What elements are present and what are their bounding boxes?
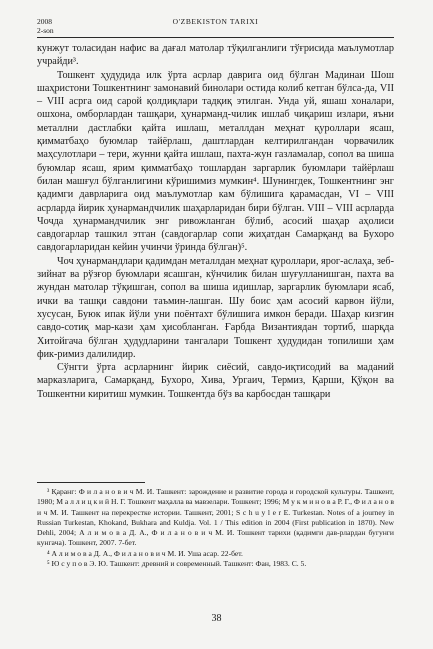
paragraph: Чоч ҳунармандлари қадимдан металлдан меҳнат қуроллари, ярог-аслаҳа, зеб-зийнат ва рўзғор буюмлари ясашган, кўнчилик билан шуғулланишган, пахта ва жундан матолар тўқишган, сопол ва шиша идишлар, заргарлик буюмлари ясаб, ички ва ташқи савдони таъмин-лашган. Шу боис ҳам асосий карвон йўли, хусусан, Буюк ипак йўли уни поёнтахт бўлишига имкон беради. Шаҳар кизгин савдо-сотиқ мар-кази ҳам ҳисобланган. Ғарбда Византиядан тортиб, шарқда Хитойгача бўлган ҳудудларини тангалари Тошкент ҳудудидан топилиши ҳам фик-римиз далилидир.: [37, 255, 394, 360]
header-journal-title: O'ZBEKISTON TARIXI: [172, 17, 259, 26]
footnote-rule: [37, 482, 145, 483]
header-issue: 2-son: [37, 26, 54, 35]
paragraph-continued: кунжут толасидан нафис ва дағал матолар тўқилганлиги тўғрисида маълумотлар учрайди³.: [37, 43, 394, 68]
paragraph: Тошкент ҳудудида илк ўрта асрлар даврига оид бўлган Мадинаи Шош шаҳристони Тошкентнинг замонавий бинолари остида колиб кетган бўлса-да, VII – VIII асрга оид сарой қолдиқлари тадқиқ этилган. Унда уй, яшаш хоналари, ошхона, омборлардан ташқари, ҳунарманд-чилик ишлаб чиқариш излари, яъни металлни дастлабки қайта ишлаш, металлдан меҳнат қуроллари ясаш, қимматбаҳо буюмлар тайёрлаш, даштлардан келтирилгандан чорвачилик маҳсулотлари – тери, жунни қайта ишлаш, пахта-жун газламалар, сопол ва шиша буюмлар ясаш, ярим қимматбаҳо тошлардан заргарлик буюмлари тайёрлаш билан машғул бўлганлигини кўришимиз мумкин⁴. Шунингдек, Тошкентнинг энг қадимги даврларига оид маълумотлар кам бўлишига қарамасдан, VI – VIII асрларда йирик ҳунармандчилик шаҳарларидан бири бўлган. VIII – VIII асрларда Чочда ҳунармандчилик энг ривожланган бўлиб, асосий шаҳар аҳолиси савдогарлар ташкил этган (савдогарлар сопи жиҳатдан Самарқанд ва Бухоро савдогарларидан кейин учинчи ўринда бўлган)⁵.: [37, 69, 394, 254]
footnote: ³ Қаранг: Ф и л а н о в и ч М. И. Ташкент: зарождение и развитие города и городской культуры. Ташкент, 1980; М а л л и ц к и й Н. Г. Тошкент маҳалла ва мавзелари. Тошкент; 1996; М у к м и н о в а Р. Г., Ф и л а н о в и ч М. И. Ташкент на перекрестке истории. Ташкент, 2001; S c h u y l e r E. Turkestan. Notes of a journey in Russian Turkestan, Khokand, Bukhara and Kuldja. Vol. 1 / This edition in 2004 (First publication in 1870). New Dehli, 2004; А л и м о в а Д. А., Ф и л а н о в и ч М. И. Тошкент тарихи (қадимги дав-рлардан бугунги кунгача). Тошкент, 2007. 7-бет.: [37, 487, 394, 548]
paragraph: Сўнгги ўрта асрларнинг йирик сиёсий, савдо-иқтисодий ва маданий марказларига, Самарқанд, Бухоро, Хива, Ургаич, Термиз, Қарши, Қўқон ва Тошкентни киритиш мумкин. Тошкентда бўз ва карбосдан ташқари: [37, 362, 394, 400]
page-number: 38: [211, 613, 222, 624]
article-body: [37, 42, 394, 401]
footnote: ⁵ Ю с у п о в Э. Ю. Ташкент: древний и современный. Ташкент: Фан, 1983. С. 5.: [47, 559, 307, 569]
header-year: 2008: [37, 17, 52, 26]
footnote: ⁴ А л и м о в а Д. А., Ф и л а н о в и ч М. И. Уша асар. 22-бет.: [47, 548, 243, 558]
running-header: [37, 15, 394, 38]
footnotes: [37, 487, 394, 569]
